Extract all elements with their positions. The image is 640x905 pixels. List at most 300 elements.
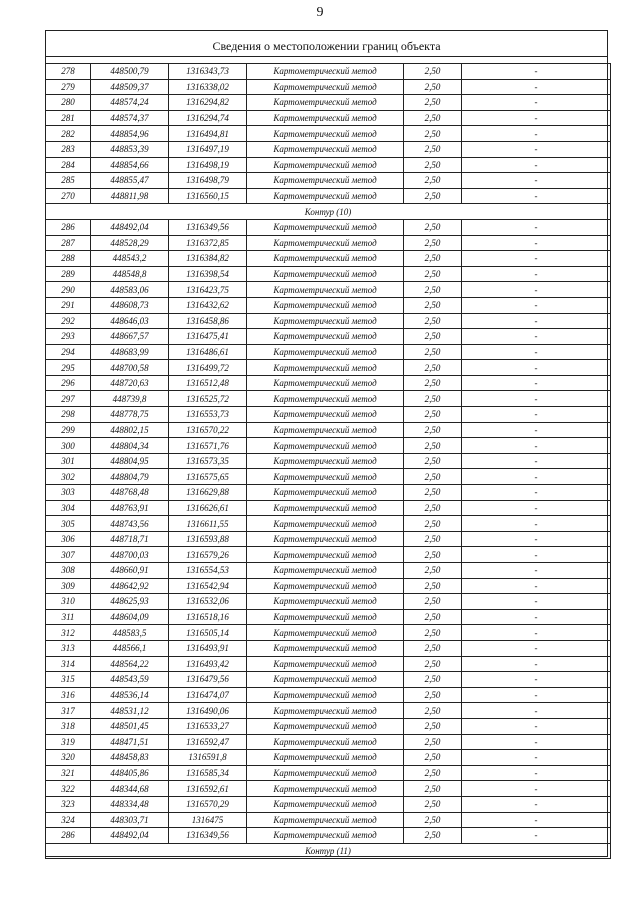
description-cell: - — [462, 765, 611, 781]
description-cell: - — [462, 391, 611, 407]
precision-cell: 2,50 — [404, 765, 462, 781]
point-number: 278 — [46, 64, 91, 80]
coord-x: 448804,95 — [91, 453, 169, 469]
point-number: 319 — [46, 734, 91, 750]
point-number: 305 — [46, 516, 91, 532]
coord-x: 448718,71 — [91, 531, 169, 547]
description-cell: - — [462, 578, 611, 594]
point-number: 310 — [46, 594, 91, 610]
description-cell: - — [462, 625, 611, 641]
coord-x: 448583,06 — [91, 282, 169, 298]
method-cell: Картометрический метод — [247, 188, 404, 204]
description-cell: - — [462, 266, 611, 282]
point-number: 294 — [46, 344, 91, 360]
description-cell: - — [462, 344, 611, 360]
point-number: 283 — [46, 141, 91, 157]
coord-y: 1316372,85 — [169, 235, 247, 251]
coord-x: 448536,14 — [91, 687, 169, 703]
description-cell: - — [462, 329, 611, 345]
description-cell: - — [462, 79, 611, 95]
coord-y: 1316294,74 — [169, 110, 247, 126]
table-row — [46, 594, 611, 610]
description-cell: - — [462, 313, 611, 329]
point-number: 304 — [46, 500, 91, 516]
precision-cell: 2,50 — [404, 157, 462, 173]
method-cell: Картометрический метод — [247, 173, 404, 189]
method-cell: Картометрический метод — [247, 469, 404, 485]
precision-cell: 2,50 — [404, 469, 462, 485]
coord-y: 1316294,82 — [169, 95, 247, 111]
precision-cell: 2,50 — [404, 344, 462, 360]
contour-row — [46, 843, 611, 859]
precision-cell: 2,50 — [404, 297, 462, 313]
method-cell: Картометрический метод — [247, 79, 404, 95]
contour-label: Контур (11) — [46, 843, 611, 859]
precision-cell: 2,50 — [404, 313, 462, 329]
coord-x: 448646,03 — [91, 313, 169, 329]
coord-x: 448802,15 — [91, 422, 169, 438]
table-row — [46, 422, 611, 438]
description-cell: - — [462, 656, 611, 672]
precision-cell: 2,50 — [404, 640, 462, 656]
table-row — [46, 95, 611, 111]
coord-y: 1316575,65 — [169, 469, 247, 485]
coord-x: 448804,79 — [91, 469, 169, 485]
description-cell: - — [462, 453, 611, 469]
table-row — [46, 765, 611, 781]
description-cell: - — [462, 173, 611, 189]
precision-cell: 2,50 — [404, 95, 462, 111]
table-row — [46, 500, 611, 516]
method-cell: Картометрический метод — [247, 329, 404, 345]
precision-cell: 2,50 — [404, 79, 462, 95]
point-number: 288 — [46, 251, 91, 267]
coord-y: 1316591,8 — [169, 750, 247, 766]
method-cell: Картометрический метод — [247, 812, 404, 828]
table-row — [46, 391, 611, 407]
point-number: 270 — [46, 188, 91, 204]
coord-x: 448492,04 — [91, 828, 169, 844]
method-cell: Картометрический метод — [247, 828, 404, 844]
table-row — [46, 563, 611, 579]
precision-cell: 2,50 — [404, 609, 462, 625]
point-number: 299 — [46, 422, 91, 438]
table-row — [46, 188, 611, 204]
method-cell: Картометрический метод — [247, 781, 404, 797]
table-row — [46, 828, 611, 844]
table-row — [46, 344, 611, 360]
coordinates-frame — [45, 30, 608, 857]
description-cell: - — [462, 781, 611, 797]
table-row — [46, 173, 611, 189]
coord-y: 1316611,55 — [169, 516, 247, 532]
precision-cell: 2,50 — [404, 594, 462, 610]
table-row — [46, 781, 611, 797]
method-cell: Картометрический метод — [247, 157, 404, 173]
precision-cell: 2,50 — [404, 796, 462, 812]
description-cell: - — [462, 531, 611, 547]
coord-y: 1316475,41 — [169, 329, 247, 345]
method-cell: Картометрический метод — [247, 344, 404, 360]
coord-y: 1316532,06 — [169, 594, 247, 610]
method-cell: Картометрический метод — [247, 235, 404, 251]
precision-cell: 2,50 — [404, 516, 462, 532]
table-row — [46, 453, 611, 469]
precision-cell: 2,50 — [404, 625, 462, 641]
coord-x: 448548,8 — [91, 266, 169, 282]
table-row — [46, 438, 611, 454]
coord-y: 1316497,19 — [169, 141, 247, 157]
description-cell: - — [462, 812, 611, 828]
coord-y: 1316458,86 — [169, 313, 247, 329]
coord-y: 1316493,42 — [169, 656, 247, 672]
precision-cell: 2,50 — [404, 141, 462, 157]
precision-cell: 2,50 — [404, 687, 462, 703]
description-cell: - — [462, 594, 611, 610]
table-row — [46, 578, 611, 594]
point-number: 308 — [46, 563, 91, 579]
precision-cell: 2,50 — [404, 329, 462, 345]
precision-cell: 2,50 — [404, 235, 462, 251]
table-row — [46, 485, 611, 501]
point-number: 296 — [46, 375, 91, 391]
point-number: 317 — [46, 703, 91, 719]
coordinates-table-body — [46, 64, 611, 859]
coord-y: 1316629,88 — [169, 485, 247, 501]
method-cell: Картометрический метод — [247, 500, 404, 516]
coord-x: 448763,91 — [91, 500, 169, 516]
contour-label: Контур (10) — [46, 204, 611, 220]
description-cell: - — [462, 672, 611, 688]
table-row — [46, 297, 611, 313]
precision-cell: 2,50 — [404, 828, 462, 844]
coord-x: 448543,2 — [91, 251, 169, 267]
coord-x: 448566,1 — [91, 640, 169, 656]
table-row — [46, 703, 611, 719]
coord-y: 1316384,82 — [169, 251, 247, 267]
method-cell: Картометрический метод — [247, 531, 404, 547]
precision-cell: 2,50 — [404, 64, 462, 80]
coord-x: 448564,22 — [91, 656, 169, 672]
coord-x: 448854,96 — [91, 126, 169, 142]
coord-x: 448543,59 — [91, 672, 169, 688]
precision-cell: 2,50 — [404, 360, 462, 376]
coord-x: 448811,98 — [91, 188, 169, 204]
description-cell: - — [462, 360, 611, 376]
method-cell: Картометрический метод — [247, 687, 404, 703]
point-number: 320 — [46, 750, 91, 766]
precision-cell: 2,50 — [404, 812, 462, 828]
method-cell: Картометрический метод — [247, 750, 404, 766]
description-cell: - — [462, 485, 611, 501]
method-cell: Картометрический метод — [247, 453, 404, 469]
method-cell: Картометрический метод — [247, 578, 404, 594]
coord-x: 448683,99 — [91, 344, 169, 360]
method-cell: Картометрический метод — [247, 765, 404, 781]
coord-y: 1316474,07 — [169, 687, 247, 703]
method-cell: Картометрический метод — [247, 563, 404, 579]
method-cell: Картометрический метод — [247, 718, 404, 734]
precision-cell: 2,50 — [404, 126, 462, 142]
point-number: 289 — [46, 266, 91, 282]
method-cell: Картометрический метод — [247, 625, 404, 641]
description-cell: - — [462, 687, 611, 703]
method-cell: Картометрический метод — [247, 64, 404, 80]
point-number: 316 — [46, 687, 91, 703]
precision-cell: 2,50 — [404, 391, 462, 407]
precision-cell: 2,50 — [404, 173, 462, 189]
table-row — [46, 734, 611, 750]
description-cell: - — [462, 640, 611, 656]
description-cell: - — [462, 609, 611, 625]
coord-x: 448458,83 — [91, 750, 169, 766]
point-number: 309 — [46, 578, 91, 594]
table-row — [46, 531, 611, 547]
coord-x: 448667,57 — [91, 329, 169, 345]
table-row — [46, 126, 611, 142]
method-cell: Картометрический метод — [247, 110, 404, 126]
coord-y: 1316593,88 — [169, 531, 247, 547]
point-number: 281 — [46, 110, 91, 126]
point-number: 301 — [46, 453, 91, 469]
coord-y: 1316553,73 — [169, 407, 247, 423]
point-number: 313 — [46, 640, 91, 656]
coord-x: 448500,79 — [91, 64, 169, 80]
coord-y: 1316479,56 — [169, 672, 247, 688]
method-cell: Картометрический метод — [247, 360, 404, 376]
description-cell: - — [462, 547, 611, 563]
point-number: 323 — [46, 796, 91, 812]
coord-y: 1316493,91 — [169, 640, 247, 656]
description-cell: - — [462, 438, 611, 454]
coord-y: 1316499,72 — [169, 360, 247, 376]
coord-y: 1316560,15 — [169, 188, 247, 204]
coord-y: 1316349,56 — [169, 828, 247, 844]
point-number: 286 — [46, 828, 91, 844]
table-row — [46, 750, 611, 766]
description-cell: - — [462, 469, 611, 485]
coord-y: 1316398,54 — [169, 266, 247, 282]
method-cell: Картометрический метод — [247, 391, 404, 407]
method-cell: Картометрический метод — [247, 609, 404, 625]
coord-x: 448604,09 — [91, 609, 169, 625]
description-cell: - — [462, 500, 611, 516]
description-cell: - — [462, 828, 611, 844]
precision-cell: 2,50 — [404, 438, 462, 454]
description-cell: - — [462, 563, 611, 579]
coord-y: 1316498,79 — [169, 173, 247, 189]
table-row — [46, 625, 611, 641]
description-cell: - — [462, 235, 611, 251]
coord-x: 448574,24 — [91, 95, 169, 111]
method-cell: Картометрический метод — [247, 282, 404, 298]
point-number: 282 — [46, 126, 91, 142]
point-number: 324 — [46, 812, 91, 828]
coord-y: 1316525,72 — [169, 391, 247, 407]
method-cell: Картометрический метод — [247, 640, 404, 656]
table-row — [46, 718, 611, 734]
precision-cell: 2,50 — [404, 578, 462, 594]
precision-cell: 2,50 — [404, 188, 462, 204]
description-cell: - — [462, 157, 611, 173]
table-row — [46, 266, 611, 282]
precision-cell: 2,50 — [404, 282, 462, 298]
coord-x: 448700,58 — [91, 360, 169, 376]
precision-cell: 2,50 — [404, 219, 462, 235]
coord-x: 448531,12 — [91, 703, 169, 719]
method-cell: Картометрический метод — [247, 672, 404, 688]
coord-x: 448768,48 — [91, 485, 169, 501]
description-cell: - — [462, 110, 611, 126]
method-cell: Картометрический метод — [247, 141, 404, 157]
method-cell: Картометрический метод — [247, 796, 404, 812]
coord-y: 1316486,61 — [169, 344, 247, 360]
description-cell: - — [462, 750, 611, 766]
table-row — [46, 375, 611, 391]
precision-cell: 2,50 — [404, 500, 462, 516]
coord-x: 448528,29 — [91, 235, 169, 251]
point-number: 314 — [46, 656, 91, 672]
point-number: 287 — [46, 235, 91, 251]
point-number: 318 — [46, 718, 91, 734]
precision-cell: 2,50 — [404, 734, 462, 750]
coord-y: 1316505,14 — [169, 625, 247, 641]
point-number: 292 — [46, 313, 91, 329]
coord-x: 448854,66 — [91, 157, 169, 173]
coord-y: 1316498,19 — [169, 157, 247, 173]
coord-y: 1316518,16 — [169, 609, 247, 625]
table-row — [46, 547, 611, 563]
precision-cell: 2,50 — [404, 750, 462, 766]
method-cell: Картометрический метод — [247, 251, 404, 267]
coord-x: 448334,48 — [91, 796, 169, 812]
table-row — [46, 313, 611, 329]
description-cell: - — [462, 375, 611, 391]
point-number: 291 — [46, 297, 91, 313]
method-cell: Картометрический метод — [247, 516, 404, 532]
point-number: 303 — [46, 485, 91, 501]
coord-x: 448625,93 — [91, 594, 169, 610]
point-number: 311 — [46, 609, 91, 625]
table-row — [46, 219, 611, 235]
coord-y: 1316423,75 — [169, 282, 247, 298]
method-cell: Картометрический метод — [247, 297, 404, 313]
point-number: 293 — [46, 329, 91, 345]
point-number: 302 — [46, 469, 91, 485]
precision-cell: 2,50 — [404, 563, 462, 579]
page-number: 9 — [316, 5, 324, 20]
coord-y: 1316533,27 — [169, 718, 247, 734]
description-cell: - — [462, 297, 611, 313]
table-row — [46, 79, 611, 95]
precision-cell: 2,50 — [404, 547, 462, 563]
method-cell: Картометрический метод — [247, 95, 404, 111]
precision-cell: 2,50 — [404, 718, 462, 734]
coord-x: 448739,8 — [91, 391, 169, 407]
coord-y: 1316585,34 — [169, 765, 247, 781]
point-number: 285 — [46, 173, 91, 189]
coord-y: 1316579,26 — [169, 547, 247, 563]
precision-cell: 2,50 — [404, 251, 462, 267]
table-row — [46, 329, 611, 345]
description-cell: - — [462, 422, 611, 438]
point-number: 279 — [46, 79, 91, 95]
table-row — [46, 469, 611, 485]
coord-x: 448509,37 — [91, 79, 169, 95]
coord-y: 1316338,02 — [169, 79, 247, 95]
table-row — [46, 609, 611, 625]
coord-y: 1316490,06 — [169, 703, 247, 719]
coord-x: 448660,91 — [91, 563, 169, 579]
table-row — [46, 672, 611, 688]
coord-y: 1316343,73 — [169, 64, 247, 80]
point-number: 290 — [46, 282, 91, 298]
point-number: 298 — [46, 407, 91, 423]
method-cell: Картометрический метод — [247, 438, 404, 454]
point-number: 321 — [46, 765, 91, 781]
point-number: 286 — [46, 219, 91, 235]
coord-y: 1316475 — [169, 812, 247, 828]
method-cell: Картометрический метод — [247, 266, 404, 282]
table-row — [46, 656, 611, 672]
coord-x: 448501,45 — [91, 718, 169, 734]
table-row — [46, 516, 611, 532]
table-row — [46, 360, 611, 376]
precision-cell: 2,50 — [404, 453, 462, 469]
description-cell: - — [462, 219, 611, 235]
coord-y: 1316432,62 — [169, 297, 247, 313]
precision-cell: 2,50 — [404, 266, 462, 282]
coord-y: 1316570,29 — [169, 796, 247, 812]
table-row — [46, 235, 611, 251]
table-row — [46, 640, 611, 656]
section-title: Сведения о местоположении границ объекта — [46, 31, 607, 57]
method-cell: Картометрический метод — [247, 594, 404, 610]
method-cell: Картометрический метод — [247, 485, 404, 501]
description-cell: - — [462, 734, 611, 750]
coord-y: 1316554,53 — [169, 563, 247, 579]
coord-x: 448853,39 — [91, 141, 169, 157]
description-cell: - — [462, 251, 611, 267]
method-cell: Картометрический метод — [247, 219, 404, 235]
coord-y: 1316573,35 — [169, 453, 247, 469]
precision-cell: 2,50 — [404, 422, 462, 438]
point-number: 300 — [46, 438, 91, 454]
description-cell: - — [462, 718, 611, 734]
point-number: 306 — [46, 531, 91, 547]
point-number: 297 — [46, 391, 91, 407]
coord-y: 1316349,56 — [169, 219, 247, 235]
coord-x: 448608,73 — [91, 297, 169, 313]
table-row — [46, 110, 611, 126]
table-row — [46, 64, 611, 80]
coord-y: 1316512,48 — [169, 375, 247, 391]
precision-cell: 2,50 — [404, 110, 462, 126]
coord-y: 1316494,81 — [169, 126, 247, 142]
description-cell: - — [462, 796, 611, 812]
coord-y: 1316570,22 — [169, 422, 247, 438]
method-cell: Картометрический метод — [247, 422, 404, 438]
method-cell: Картометрический метод — [247, 656, 404, 672]
description-cell: - — [462, 703, 611, 719]
table-row — [46, 157, 611, 173]
contour-row — [46, 204, 611, 220]
coord-x: 448303,71 — [91, 812, 169, 828]
coord-x: 448583,5 — [91, 625, 169, 641]
description-cell: - — [462, 407, 611, 423]
coord-x: 448720,63 — [91, 375, 169, 391]
coord-x: 448855,47 — [91, 173, 169, 189]
